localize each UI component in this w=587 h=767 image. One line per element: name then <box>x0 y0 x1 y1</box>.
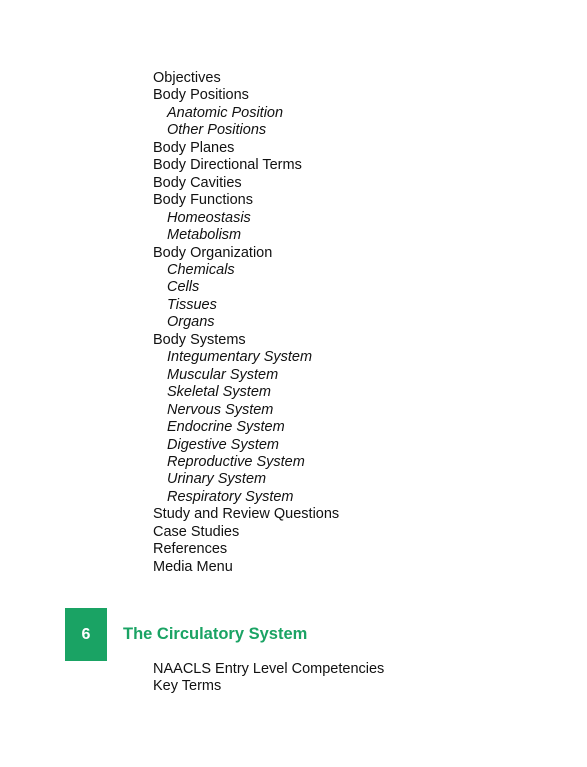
toc-subentry[interactable]: Metabolism <box>167 227 242 244</box>
toc-entry[interactable]: Case Studies <box>153 523 240 540</box>
toc-entry[interactable]: References <box>153 541 228 558</box>
toc-list <box>153 70 339 576</box>
toc-subentry[interactable]: Organs <box>167 314 215 331</box>
toc-entry[interactable]: Body Functions <box>153 192 253 209</box>
toc-entry[interactable]: Body Positions <box>153 87 249 104</box>
toc-entry[interactable]: Objectives <box>153 70 221 86</box>
toc-subentry[interactable]: Muscular System <box>167 366 279 383</box>
toc-subentry[interactable]: Integumentary System <box>167 349 313 366</box>
toc-subentry[interactable]: Skeletal System <box>167 384 271 401</box>
toc-entry[interactable]: Body Planes <box>153 139 235 156</box>
toc-entry[interactable]: Body Cavities <box>153 174 242 191</box>
toc-subentry[interactable]: Urinary System <box>167 471 267 488</box>
toc-subentry[interactable]: Tissues <box>167 296 217 313</box>
toc-entry[interactable]: Study and Review Questions <box>153 506 340 523</box>
toc-subentry[interactable]: Homeostasis <box>167 209 251 226</box>
toc-subentry[interactable]: Other Positions <box>167 122 267 139</box>
toc-subentry[interactable]: Cells <box>167 279 200 296</box>
toc-subentry[interactable]: Digestive System <box>167 436 280 453</box>
toc-subentry[interactable]: Chemicals <box>167 261 235 278</box>
chapter-toc-entry[interactable]: Key Terms <box>153 678 222 695</box>
toc-subentry[interactable]: Endocrine System <box>167 419 285 436</box>
chapter-heading[interactable] <box>65 608 545 661</box>
toc-entry[interactable]: Body Directional Terms <box>153 157 302 174</box>
toc-entry[interactable]: Body Systems <box>153 331 246 348</box>
toc-entry[interactable]: Media Menu <box>153 558 233 575</box>
toc-entry[interactable]: Body Organization <box>153 244 273 261</box>
toc-subentry[interactable]: Anatomic Position <box>167 104 284 121</box>
toc-subentry[interactable]: Respiratory System <box>167 488 294 505</box>
chapter-title[interactable]: The Circulatory System <box>123 625 308 643</box>
toc-subentry[interactable]: Reproductive System <box>167 453 305 470</box>
chapter-number-badge: 6 <box>65 608 107 661</box>
chapter-toc-list <box>153 661 384 696</box>
chapter-toc-entry[interactable]: NAACLS Entry Level Competencies <box>153 661 385 677</box>
toc-subentry[interactable]: Nervous System <box>167 401 274 418</box>
